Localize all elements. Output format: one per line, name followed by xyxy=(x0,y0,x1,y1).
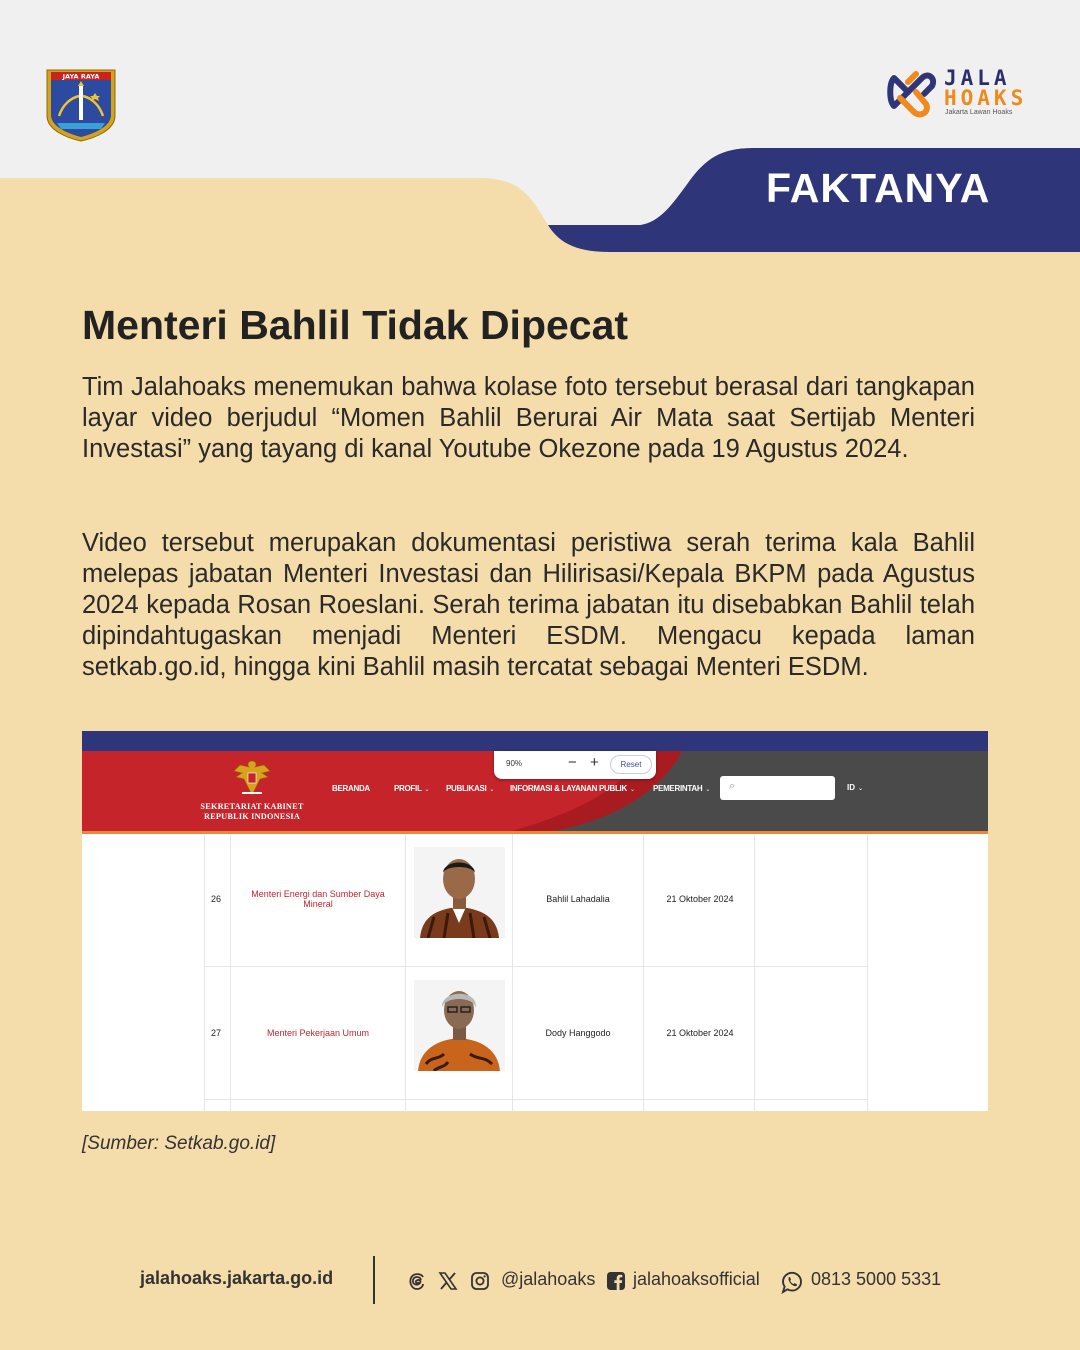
dki-jakarta-emblem xyxy=(45,68,117,142)
zoom-reset-button[interactable]: Reset xyxy=(610,755,652,774)
brand-tagline: Jakarta Lawan Hoaks xyxy=(945,109,1013,116)
faktanya-label: FAKTANYA xyxy=(766,165,991,211)
chevron-down-icon: ⌄ xyxy=(705,787,711,793)
chain-link-icon xyxy=(886,68,938,118)
threads-icon[interactable] xyxy=(407,1271,427,1291)
article-paragraph-1: Tim Jalahoaks menemukan bahwa kolase foto tersebut berasal dari tangkapan layar video berjudul “Momen Bahlil Berurai Air Mata saat Sertijab Menteri Investasi” yang tayang di kanal Youtube Okezone pada 19 Agustus 2024. xyxy=(82,373,975,463)
chevron-down-icon: ⌄ xyxy=(629,787,635,793)
nav-beranda-label: BERANDA xyxy=(332,784,370,793)
facebook-icon[interactable] xyxy=(606,1271,626,1291)
position-link[interactable]: Menteri Energi dan Sumber Daya Mineral xyxy=(251,889,385,909)
minister-photo xyxy=(414,980,505,1071)
navbar-accent-line xyxy=(82,831,988,834)
article-title: Menteri Bahlil Tidak Dipecat xyxy=(82,302,629,348)
zoom-popup xyxy=(494,751,656,779)
brand-hoaks: HOAKS xyxy=(944,86,1028,110)
chevron-down-icon: ⌄ xyxy=(858,786,864,792)
table-divider xyxy=(754,834,755,1111)
setkab-site-name: SEKRETARIAT KABINET REPUBLIK INDONESIA xyxy=(200,802,304,821)
nav-beranda[interactable] xyxy=(332,784,370,793)
minister-photo xyxy=(414,847,505,938)
social-handle[interactable]: @jalahoaks xyxy=(501,1269,596,1289)
language-selector[interactable] xyxy=(847,783,863,792)
zoom-in-button[interactable]: + xyxy=(590,754,599,771)
appointment-date: 21 Oktober 2024 xyxy=(666,894,734,904)
minister-name: Dody Hanggodo xyxy=(545,1028,611,1038)
nav-profil-label: PROFIL xyxy=(394,784,422,793)
header-band xyxy=(0,0,1080,260)
row-number: 27 xyxy=(211,1028,222,1038)
setkab-search-input[interactable] xyxy=(720,776,835,800)
zoom-out-button[interactable]: − xyxy=(568,754,577,771)
appointment-date: 21 Oktober 2024 xyxy=(666,1028,734,1038)
table-divider xyxy=(867,834,868,1111)
nav-informasi-label: INFORMASI & LAYANAN PUBLIK xyxy=(510,784,627,793)
search-icon: ⌕ xyxy=(729,780,736,792)
nav-pemerintah-label: PEMERINTAH xyxy=(653,784,703,793)
brand-jala: JALA xyxy=(944,66,1011,90)
browser-top-bar xyxy=(82,731,988,751)
table-divider xyxy=(230,834,231,1111)
nav-pemerintah[interactable] xyxy=(653,784,710,793)
table-divider xyxy=(204,834,205,1111)
table-divider xyxy=(204,1099,868,1100)
footer-divider xyxy=(373,1256,375,1304)
chevron-down-icon: ⌄ xyxy=(489,787,495,793)
footer-website[interactable]: jalahoaks.jakarta.go.id xyxy=(140,1268,334,1288)
setkab-screenshot xyxy=(82,731,988,1111)
minister-name: Bahlil Lahadalia xyxy=(546,894,610,904)
jalahoaks-logo xyxy=(886,66,1036,122)
article-paragraph-2: Video tersebut merupakan dokumentasi peristiwa serah terima kala Bahlil melepas jabatan Menteri Investasi dan Hilirisasi/Kepala BKPM pada Agustus 2024 kepada Rosan Roeslani. Serah terima jabatan itu disebabkan Bahlil telah dipindahtugaskan menjadi Menteri ESDM. Mengacu kepada laman setkab.go.id, hingga kini Bahlil masih tercatat sebagai Menteri ESDM. xyxy=(82,529,975,681)
table-divider xyxy=(512,834,513,1111)
whatsapp-number[interactable]: 0813 5000 5331 xyxy=(811,1269,942,1289)
instagram-icon[interactable] xyxy=(470,1271,490,1291)
emblem-text: JAYA RAYA xyxy=(62,72,100,81)
nav-publikasi[interactable] xyxy=(446,784,494,793)
position-link[interactable]: Menteri Pekerjaan Umum xyxy=(266,1028,370,1038)
nav-publikasi-label: PUBLIKASI xyxy=(446,784,487,793)
language-label: ID xyxy=(847,783,855,792)
x-twitter-icon[interactable] xyxy=(438,1271,458,1291)
whatsapp-icon[interactable] xyxy=(779,1269,805,1295)
zoom-level: 90% xyxy=(506,759,523,768)
source-caption: [Sumber: Setkab.go.id] xyxy=(82,1133,276,1154)
nav-profil[interactable] xyxy=(394,784,429,793)
chevron-down-icon: ⌄ xyxy=(424,787,430,793)
table-divider xyxy=(405,834,406,1111)
table-divider xyxy=(204,966,868,967)
nav-informasi[interactable] xyxy=(510,784,635,793)
garuda-emblem-icon xyxy=(230,757,274,799)
facebook-handle[interactable]: jalahoaksofficial xyxy=(633,1269,760,1289)
table-divider xyxy=(643,834,644,1111)
row-number: 26 xyxy=(211,894,222,904)
